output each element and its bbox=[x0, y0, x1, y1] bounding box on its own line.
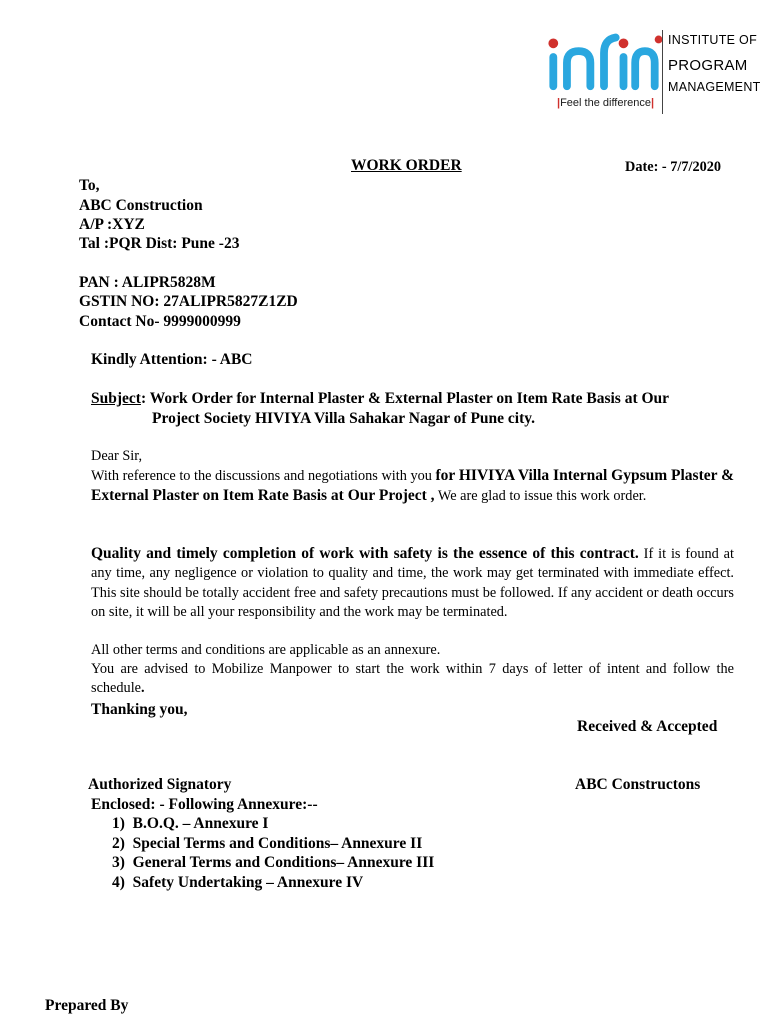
paragraph-quality-rest: If it is found at any time, any negligence or violation to quality and time, the work may get terminated with immediate effect. This site should be totally accident free and safety precautions must be followed. If any accident or death occurs on site, it will be all your responsibility and the work may be terminated. bbox=[91, 546, 734, 621]
subject-line2: Project Society HIVIYA Villa Sahakar Nagar of Pune city. bbox=[152, 410, 536, 427]
paragraph-quality bbox=[91, 544, 734, 623]
annexure-item: 3) General Terms and Conditions– Annexure III bbox=[112, 854, 435, 871]
document-title: WORK ORDER bbox=[351, 157, 462, 174]
paragraph-reference-end: We are glad to issue this work order. bbox=[434, 488, 647, 505]
document-date: Date: - 7/7/2020 bbox=[625, 159, 722, 175]
addressee-gstin: GSTIN NO: 27ALIPR5827Z1ZD bbox=[79, 293, 298, 310]
subject-line1 bbox=[91, 390, 734, 408]
logo-institute-line1: INSTITUTE OF bbox=[668, 33, 758, 47]
subject-label: Subject bbox=[91, 390, 141, 407]
annexure-item: 4) Safety Undertaking – Annexure IV bbox=[112, 874, 364, 891]
infini-logo-mark bbox=[545, 18, 663, 96]
logo-institute-line3: MANAGEMENT bbox=[668, 80, 761, 94]
addressee-name: ABC Construction bbox=[79, 197, 203, 214]
received-accepted: Received & Accepted bbox=[577, 718, 718, 735]
kindly-attention: Kindly Attention: - ABC bbox=[91, 351, 253, 368]
paragraph-annexure: All other terms and conditions are applicable as an annexure. bbox=[91, 642, 441, 658]
addressee-pan: PAN : ALIPR5828M bbox=[79, 274, 216, 291]
paragraph-quality-bold: Quality and timely completion of work with safety is the essence of this contract. bbox=[91, 545, 639, 562]
annexure-item: 2) Special Terms and Conditions– Annexure II bbox=[112, 835, 423, 852]
authorized-signatory: Authorized Signatory bbox=[88, 776, 232, 793]
salutation: Dear Sir, bbox=[91, 448, 143, 464]
logo-tagline: |Feel the difference| bbox=[557, 97, 655, 109]
addressee-tal: Tal :PQR Dist: Pune -23 bbox=[79, 235, 240, 252]
paragraph-reference bbox=[91, 466, 734, 507]
paragraph-reference-start: With reference to the discussions and negotiations with you bbox=[91, 468, 436, 484]
paragraph-mobilize bbox=[91, 660, 734, 699]
company-signature: ABC Constructons bbox=[575, 776, 701, 793]
paragraph-reference-bold: for HIVIYA Villa Internal Gypsum Plaster & External Plaster on Item Rate Basis at Our Project , bbox=[91, 467, 735, 505]
logo-institute-line2: PROGRAM bbox=[668, 57, 748, 74]
addressee-ap: A/P :XYZ bbox=[79, 216, 145, 233]
prepared-by: Prepared By bbox=[45, 997, 129, 1014]
enclosed-heading: Enclosed: - Following Annexure:-- bbox=[91, 796, 318, 813]
addressee-to: To, bbox=[79, 177, 100, 194]
subject-text1: : Work Order for Internal Plaster & External Plaster on Item Rate Basis at Our bbox=[140, 390, 670, 407]
addressee-contact: Contact No- 9999000999 bbox=[79, 313, 241, 330]
logo-divider bbox=[662, 30, 663, 114]
thanking-you: Thanking you, bbox=[91, 701, 188, 718]
annexure-item: 1) B.O.Q. – Annexure I bbox=[112, 815, 269, 832]
paragraph-mobilize-dot: . bbox=[141, 680, 145, 697]
paragraph-mobilize-text: You are advised to Mobilize Manpower to start the work within 7 days of letter of intent and follow the schedule bbox=[91, 661, 734, 697]
